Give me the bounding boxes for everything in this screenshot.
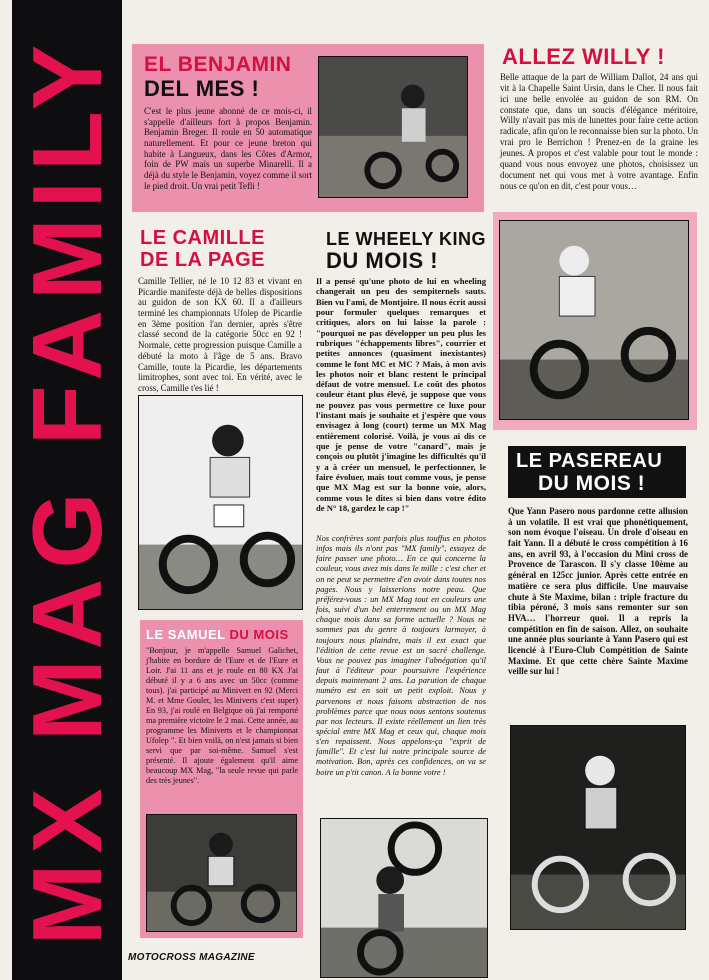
benjamin-photo bbox=[318, 56, 468, 198]
wheely-reply: Nos confrères sont parfois plus touffus en photos infos mais ils n'ont pas "MX family", essayez de faire passer une photo… En ce qui concerne la couleur, vous avez mis dans le mille : c'est cher et on ne peut se permettre d'en avoir dans toutes nos pages. Nous y laisserions notre peau. Que préférez-vous : un MX Mag tout en couleurs une fois, suivi d'un bel enterrement ou un MX Mag chaque mois dans sa forme actuelle ? Nous ne sommes pas du genre à toujours larmoyer, à toujours nous plaindre, mais il est exact que l'édition de cette revue est un sacré challenge. Vous ne pouvez pas imaginer l'abnégation qu'il faut à l'éditeur pour poursuivre l'expérience depuis maintenant 2 ans. La parution de chaque numéro est en soit un petit exploit. Nous y parvenons et nous faisons abstraction de nos problèmes parce que nous nous sentons soutenus par nos lecteurs. Il existe réellement un lien très spécial entre MX Mag et ceux qui, chaque mois s'en repaissent. Nous appelons-ça "esprit de famille". Et c'est lui notre principale source de motivation. Bon, après ces confidences, on va se boire un p'tit canon. A la bonne votre ! bbox=[316, 534, 486, 777]
pasereau-photo bbox=[510, 725, 686, 930]
pasereau-title-box bbox=[508, 446, 686, 498]
samuel-text: "Bonjour, je m'appelle Samuel Galichet, j'habite en bordure de l'Eure et de l'Eure et Loir. J'ai 11 ans et je roule en 80 KX J'ai débuté il y a 6 ans avec un 50cc (comme tous). j'ai participé au Minivert en 92 (Merci M. et Mme Goulet, les Miniverts c'est super) En 93, j'ai roulé en Belgique où j'ai remporté ma première victoire le 2 mai. Cette année, au programme les Miniverts et le championnat Ufolep ". Et bien voilà, on n'est jamais si bien servi que par soi-même. Samuel s'est présenté. Il ajoute également qu'il aime beaucoup MX Mag, "la seule revue qui parle des très jeunes". bbox=[146, 646, 298, 785]
pasereau-title-line2: DU MOIS ! bbox=[538, 472, 646, 495]
camille-title-line2: DE LA PAGE bbox=[140, 249, 266, 271]
camille-photo bbox=[138, 395, 303, 610]
benjamin-text: C'est le plus jeune abonné de ce mois-ci, il s'appelle d'ailleurs fort à propos Benjamin. Benjamin Breger. Il roule en 50 automatique naturellement. Et pour ce jeune breton qui habite à Langueux, dans les Côtes d'Armor, foin de PW mais un superbe Minarelli. Il a déjà du style le Benjamin, voyez comme il sort le pied droit. Un vrai petit Tefli ! bbox=[144, 106, 312, 191]
footer-magazine-name: MOTOCROSS MAGAZINE bbox=[128, 952, 255, 963]
samuel-photo bbox=[146, 814, 297, 932]
camille-text: Camille Tellier, né le 10 12 83 et vivant en Picardie manifeste déjà de belles dispositions au guidon de son KX 60. Il a d'ailleurs terminé les championnats Ufolep de Picardie en 3ème position l'an dernier, après s'être classé second de la catégorie 50cc en 92 ! Normale, cette progression puisque Camille a débuté la moto à l'âge de 5 ans. Bravo Camille, toute la Picardie, les départements limitrophes, sont avec toi. En vérité, avec le cross, Camille t'es lié ! bbox=[138, 276, 302, 393]
spine-banner bbox=[12, 0, 122, 980]
samuel-title bbox=[146, 628, 289, 641]
willy-text: Belle attaque de la part de William Dallot, 24 ans qui vit à la Chapelle Saint Ursin, dans le Cher. Il nous fait ici une belle envolée au guidon de son RM. On constate que, dans un soucis d'élégance méritoire, Willy n'avait pas mis de lunettes pour faire cette action radicale, afin qu'on le reconnaisse bien sur la photo. Un vrai pro le Berrichon ! Prenez-en de la graine les jeunes. A propos et c'est valable pour tout le monde : quand vous nous envoyez une photos, choisissez un document net qui vous met à votre avantage. Enfin nous ce qu'on en dit, c'est pour vous… bbox=[500, 72, 698, 191]
wheely-title-line1: LE WHEELY KING bbox=[326, 229, 487, 249]
willy-photo bbox=[499, 220, 689, 420]
samuel-panel bbox=[140, 620, 303, 938]
spine-title: MX MAG FAMILY bbox=[12, 34, 122, 946]
pasereau-title-line1: LE PASEREAU bbox=[516, 450, 663, 472]
benjamin-title-line1: EL BENJAMIN bbox=[144, 53, 292, 76]
samuel-title-a: LE SAMUEL bbox=[146, 627, 230, 642]
wheely-text: Il a pensé qu'une photo de lui en wheeling changerait un peu des sempiternels sauts. Bien vu l'ami, de Montjoire. Il nous écrit aussi pour formuler quelques remarques et critiques, alors on lui laisse la parole : "pourquoi ne pas développer un peu plus les rubriques "échappements libres", courrier et petites annonces (quasiment inexistantes) comme le font MC et MC ? Mais, à mon avis les photos noir et blanc restent le principal défaut de votre mensuel. Le coût des photos couleur étant plus élevé, je suppose que vous ne pouvez pas vous permettre ce luxe pour l'instant mais je souhaite et j'espère que vous envisagez à long (court) terme un MX Mag entièrement colorisé. Voilà, je vous ai dis ce que je pense de votre "canard", mais je conçois ou plutôt j'imagine les difficultés qu'il y a à créer un mensuel, le perfectionner, le faire évoluer, mais tout comme vous, je pense que MX Mag est sur la bonne voie, alors, comme vous le dites si bien dans votre édito de N° 18, gardez le cap !" bbox=[316, 276, 486, 513]
wheely-photo bbox=[320, 818, 488, 978]
pasereau-text: Que Yann Pasero nous pardonne cette allusion à un volatile. Il est vrai que phonétiquement, son nom évoque l'oiseau. Un drole d'oiseau en fait Yann. Il a débuté le cross compétition à 16 ans, en avril 93, à l'occasion du Mini cross de Provence de Tarascon. Il s'y classe 10ème au général en 125cc junior. Après cette entrée en matière ce sera plus difficile. Une mauvaise chute à Ste Maxime, bilan : triple fracture du tibia péroné, 3 mois sans remonter sur son HVA… l'horreur quoi. Il a repris la compétition en fin de saison. Allez, on souhaite une année plus souriante à Yann Pasero qui est licencié à l'Euro-Club Compétition de Sainte Maxime. Et que cette chère Sainte Maxime veille sur lui ! bbox=[508, 506, 688, 677]
wheely-title-line2: DU MOIS ! bbox=[326, 248, 439, 273]
camille-title-line1: LE CAMILLE bbox=[140, 227, 265, 249]
willy-photo-frame bbox=[493, 212, 697, 430]
benjamin-title-line2: DEL MES ! bbox=[144, 76, 260, 101]
willy-title: ALLEZ WILLY ! bbox=[502, 44, 665, 69]
samuel-title-b: DU MOIS bbox=[229, 627, 289, 642]
